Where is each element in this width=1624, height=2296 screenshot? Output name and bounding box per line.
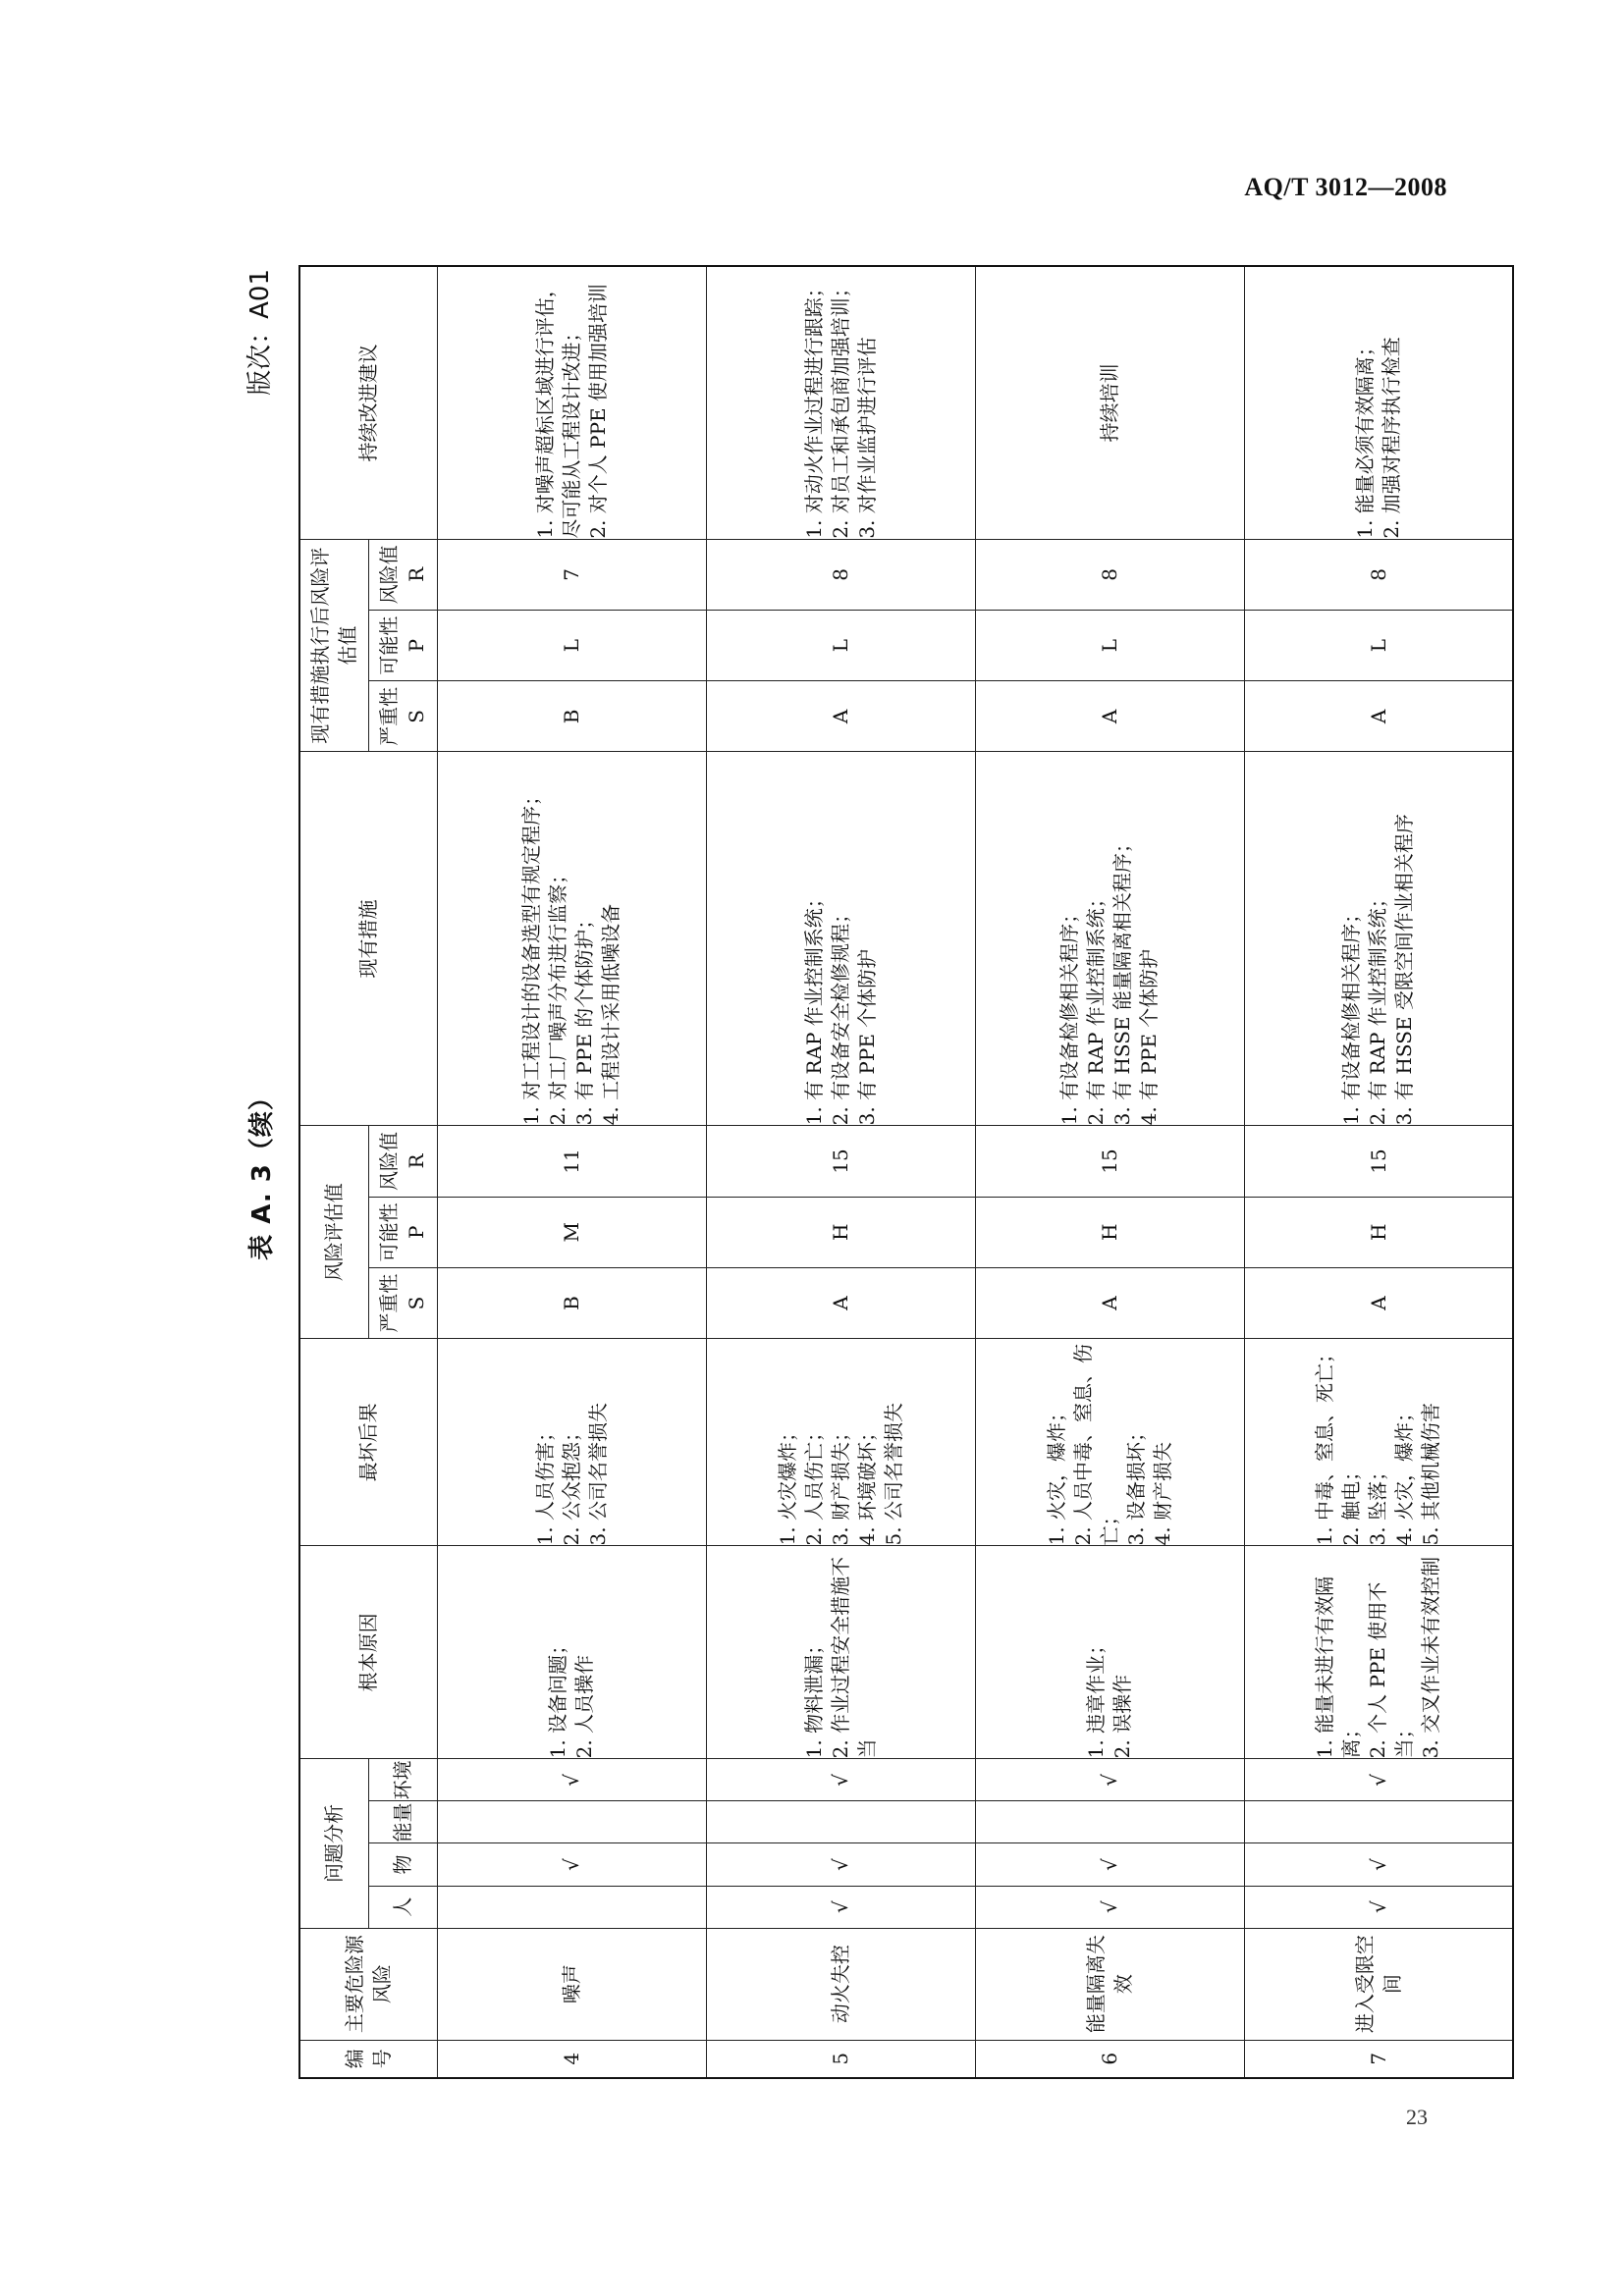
improve-cell-line: 3. 对作业监护进行评估 — [854, 337, 879, 539]
root-cause-cell — [706, 1546, 975, 1759]
post-possibility-value: L — [975, 610, 1244, 680]
worst-consequence-cell — [437, 1339, 706, 1546]
improve-cell — [1244, 266, 1513, 539]
worst-consequence-cell — [975, 1339, 1244, 1546]
root-cause-cell-line: 2. 个人 PPE 使用不当； — [1366, 1581, 1417, 1759]
document-code: AQ/T 3012—2008 — [1244, 173, 1447, 201]
header-improve: 持续改进建议 — [299, 266, 437, 539]
improve-cell-line: 1. 能量必须有效隔离； — [1352, 337, 1377, 539]
root-cause-cell — [1244, 1546, 1513, 1759]
header-post-severity — [368, 681, 437, 752]
root-cause-cell-line: 1. 违章作业； — [1084, 1634, 1108, 1759]
measures-cell-line: 1. 对工程设计的设备选型有规定程序； — [519, 785, 543, 1126]
measures-cell — [1244, 752, 1513, 1126]
header-analysis-energy: 能量 — [368, 1801, 437, 1843]
measures-cell-line: 1. 有 RAP 作业控制系统； — [801, 888, 826, 1126]
hazard-cell: 噪声 — [437, 1928, 706, 2040]
post-severity-value: A — [1244, 681, 1513, 752]
page-number: 23 — [1406, 2105, 1428, 2129]
post-risk-value-code: R — [405, 566, 428, 582]
worst-consequence-cell-line: 3. 设备损坏； — [1123, 1422, 1148, 1546]
risk-value-label: 风险值 — [377, 1132, 401, 1192]
worst-consequence-cell-line: 3. 公司名誉损失 — [585, 1403, 610, 1546]
check-person: √ — [1244, 1886, 1513, 1928]
table-row — [1244, 266, 1513, 2078]
worst-consequence-cell-line: 2. 人员中毒、窒息、伤亡； — [1070, 1344, 1121, 1546]
header-analysis: 问题分析 — [299, 1759, 368, 1928]
risk-value: 11 — [437, 1126, 706, 1197]
worst-consequence-cell-line: 2. 触电； — [1339, 1462, 1364, 1546]
worst-consequence-cell-line: 2. 人员伤亡； — [801, 1422, 826, 1546]
possibility-value: H — [975, 1197, 1244, 1267]
header-analysis-env: 环境 — [368, 1759, 437, 1801]
severity-value: B — [437, 1267, 706, 1338]
row-number: 5 — [706, 2040, 975, 2078]
header-hazard: 主要危险源风险 — [299, 1928, 437, 2040]
edition-label: 版次：A01 — [245, 269, 275, 396]
severity-value: A — [706, 1267, 975, 1338]
measures-cell-line: 4. 工程设计采用低噪设备 — [599, 903, 623, 1126]
header-root-cause: 根本原因 — [299, 1546, 437, 1759]
severity-label: 严重性 — [377, 1273, 401, 1333]
possibility-value: M — [437, 1197, 706, 1267]
check-object: √ — [1244, 1843, 1513, 1886]
post-severity-code: S — [405, 710, 428, 723]
hazard-cell: 能量隔离失效 — [975, 1928, 1244, 2040]
header-post-risk: 现有措施执行后风险评估值 — [299, 539, 368, 752]
measures-cell-line: 2. 有设备安全检修规程； — [828, 903, 852, 1126]
improve-cell-line: 2. 对个人 PPE 使用加强培训 — [585, 284, 610, 539]
risk-value: 15 — [975, 1126, 1244, 1197]
worst-consequence-cell-line: 4. 火灾，爆炸； — [1392, 1403, 1417, 1546]
measures-cell-line: 4. 有 PPE 个体防护 — [1137, 948, 1161, 1126]
worst-consequence-cell-line: 4. 财产损失 — [1150, 1442, 1174, 1546]
severity-code: S — [405, 1296, 428, 1310]
risk-value-code: R — [405, 1153, 428, 1169]
post-possibility-value: L — [706, 610, 975, 680]
root-cause-cell-line: 1. 设备问题； — [546, 1634, 569, 1759]
check-env: √ — [437, 1759, 706, 1801]
root-cause-cell-line: 2. 作业过程安全措施不当 — [828, 1556, 879, 1759]
severity-value: A — [975, 1267, 1244, 1338]
header-risk-value — [368, 1126, 437, 1197]
check-env: √ — [1244, 1759, 1513, 1801]
measures-cell — [437, 752, 706, 1126]
worst-consequence-cell-line: 2. 公众抱怨； — [559, 1422, 583, 1546]
post-severity-value: B — [437, 681, 706, 752]
risk-assessment-table — [298, 265, 1514, 2079]
worst-consequence-cell-line: 1. 人员伤害； — [532, 1422, 557, 1546]
post-risk-value: 8 — [975, 539, 1244, 610]
worst-consequence-cell-line: 5. 其他机械伤害 — [1419, 1403, 1443, 1546]
worst-consequence-cell-line: 1. 中毒、窒息、死亡； — [1313, 1344, 1337, 1546]
check-person: √ — [975, 1886, 1244, 1928]
root-cause-cell-line: 2. 人员操作 — [572, 1654, 596, 1759]
severity-value: A — [1244, 1267, 1513, 1338]
post-risk-value: 8 — [706, 539, 975, 610]
measures-cell-line: 3. 有 HSSE 受限空间作业相关程序 — [1392, 814, 1417, 1126]
rotated-table-block — [228, 265, 1441, 2079]
risk-value: 15 — [706, 1126, 975, 1197]
measures-cell-line: 1. 有设备检修相关程序； — [1057, 903, 1081, 1126]
post-risk-value: 7 — [437, 539, 706, 610]
worst-consequence-cell-line: 1. 火灾，爆炸； — [1044, 1403, 1068, 1546]
improve-cell: 持续培训 — [975, 266, 1244, 539]
check-person — [437, 1886, 706, 1928]
table-caption-row — [228, 265, 298, 2079]
improve-cell-line: 1. 对动火作业过程进行跟踪； — [801, 278, 826, 539]
table-row — [706, 266, 975, 2078]
header-possibility — [368, 1197, 437, 1267]
check-object: √ — [437, 1843, 706, 1886]
root-cause-cell-line: 3. 交叉作业未有效控制 — [1419, 1556, 1443, 1759]
possibility-code: P — [405, 1225, 428, 1240]
check-object: √ — [975, 1843, 1244, 1886]
measures-cell-line: 2. 有 RAP 作业控制系统； — [1084, 888, 1108, 1126]
improve-cell-line: 2. 对员工和承包商加强培训； — [828, 278, 852, 539]
measures-cell-line: 3. 有 PPE 的个体防护； — [572, 909, 596, 1126]
header-analysis-person: 人 — [368, 1886, 437, 1928]
row-number: 7 — [1244, 2040, 1513, 2078]
post-possibility-label: 可能性 — [377, 615, 401, 675]
worst-consequence-cell — [706, 1339, 975, 1546]
check-energy — [975, 1801, 1244, 1843]
worst-consequence-cell-line: 4. 环境破坏； — [854, 1422, 879, 1546]
post-severity-value: A — [975, 681, 1244, 752]
improve-cell-line: 1. 对噪声超标区域进行评估，尽可能从工程设计改进； — [532, 278, 583, 539]
risk-value: 15 — [1244, 1126, 1513, 1197]
measures-cell-line: 1. 有设备检修相关程序； — [1339, 903, 1364, 1126]
worst-consequence-cell-line: 3. 财产损失； — [828, 1422, 852, 1546]
root-cause-cell — [437, 1546, 706, 1759]
table-title: 表 A. 3（续） — [247, 1084, 277, 1260]
root-cause-cell — [975, 1546, 1244, 1759]
post-risk-value: 8 — [1244, 539, 1513, 610]
table-row — [437, 266, 706, 2078]
root-cause-cell-line: 1. 能量未进行有效隔离； — [1313, 1575, 1364, 1759]
possibility-value: H — [706, 1197, 975, 1267]
worst-consequence-cell — [1244, 1339, 1513, 1546]
post-severity-value: A — [706, 681, 975, 752]
header-post-risk-value — [368, 539, 437, 610]
header-post-possibility — [368, 610, 437, 680]
post-severity-label: 严重性 — [377, 686, 401, 746]
improve-cell-line: 2. 加强对程序执行检查 — [1379, 337, 1403, 539]
check-energy — [437, 1801, 706, 1843]
measures-cell-line: 3. 有 PPE 个体防护 — [854, 948, 879, 1126]
table-row — [975, 266, 1244, 2078]
measures-cell-line: 3. 有 HSSE 能量隔离相关程序； — [1110, 833, 1134, 1126]
improve-cell — [706, 266, 975, 539]
worst-consequence-cell-line: 3. 坠落； — [1366, 1462, 1390, 1546]
check-env: √ — [706, 1759, 975, 1801]
post-possibility-value: L — [437, 610, 706, 680]
measures-cell-line: 2. 有 RAP 作业控制系统； — [1366, 888, 1390, 1126]
header-worst: 最坏后果 — [299, 1339, 437, 1546]
post-risk-value-label: 风险值 — [377, 545, 401, 605]
measures-cell-line: 2. 对工厂噪声分布进行监察； — [546, 864, 569, 1126]
root-cause-cell-line: 1. 物料泄漏； — [801, 1634, 826, 1759]
check-object: √ — [706, 1843, 975, 1886]
worst-consequence-cell-line: 1. 火灾爆炸； — [775, 1422, 799, 1546]
possibility-label: 可能性 — [377, 1202, 401, 1262]
row-number: 6 — [975, 2040, 1244, 2078]
post-possibility-code: P — [405, 638, 428, 653]
header-num: 编号 — [299, 2040, 437, 2078]
worst-consequence-cell-line: 5. 公司名誉损失 — [881, 1403, 905, 1546]
row-number: 4 — [437, 2040, 706, 2078]
table-body — [437, 266, 1513, 2078]
check-person: √ — [706, 1886, 975, 1928]
possibility-value: H — [1244, 1197, 1513, 1267]
improve-cell — [437, 266, 706, 539]
measures-cell — [706, 752, 975, 1126]
hazard-cell: 进入受限空间 — [1244, 1928, 1513, 2040]
measures-cell — [975, 752, 1244, 1126]
check-energy — [706, 1801, 975, 1843]
header-severity — [368, 1267, 437, 1338]
hazard-cell: 动火失控 — [706, 1928, 975, 2040]
header-risk: 风险评估值 — [299, 1126, 368, 1339]
post-possibility-value: L — [1244, 610, 1513, 680]
header-analysis-object: 物 — [368, 1843, 437, 1886]
root-cause-cell-line: 2. 误操作 — [1110, 1674, 1134, 1759]
check-env: √ — [975, 1759, 1244, 1801]
check-energy — [1244, 1801, 1513, 1843]
header-measures: 现有措施 — [299, 752, 437, 1126]
